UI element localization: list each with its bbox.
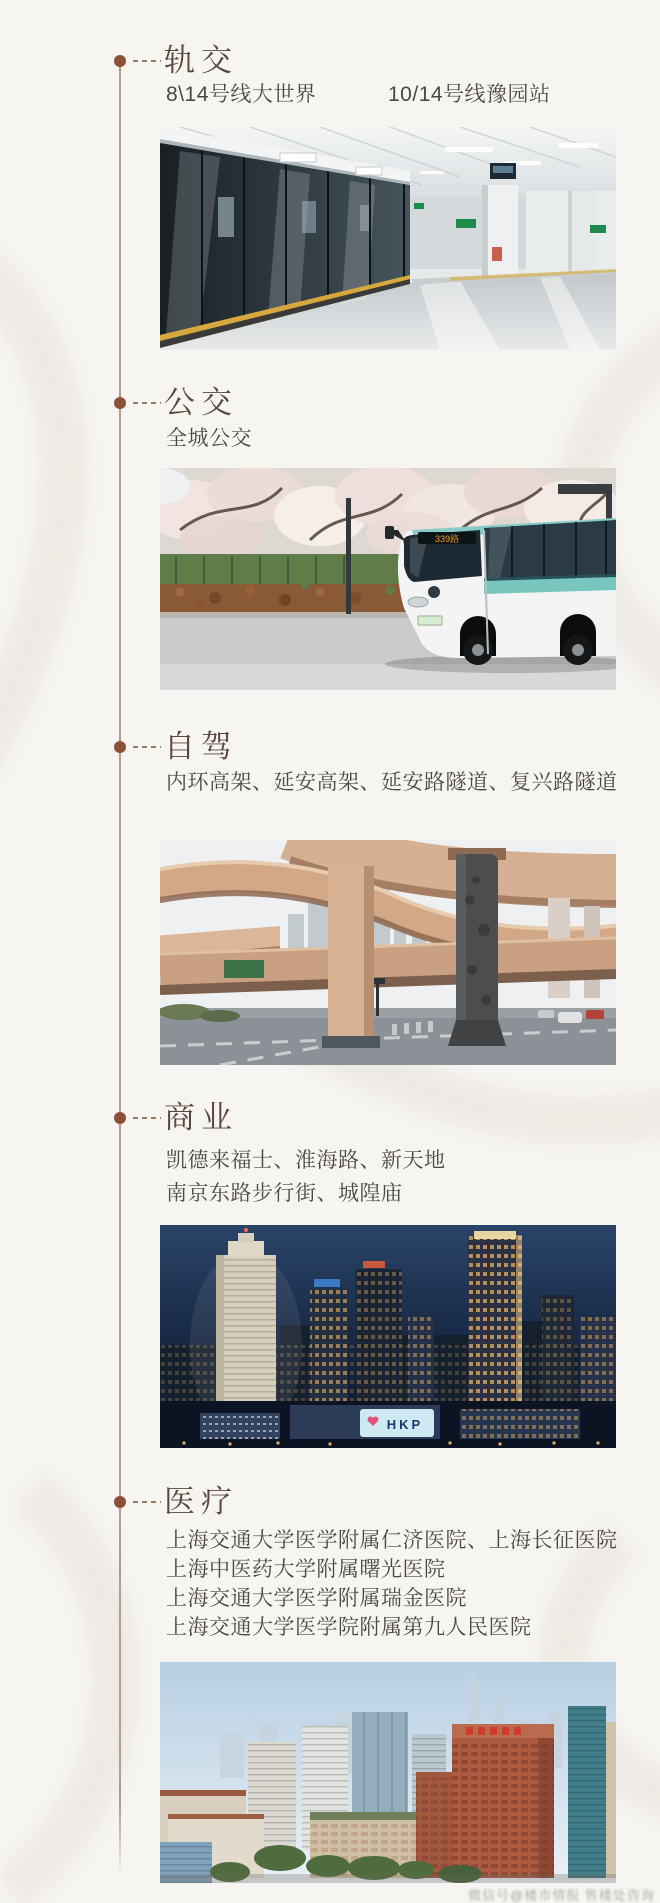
city-bus-photo[interactable]	[160, 468, 616, 690]
timeline-bullet-medical	[114, 1496, 126, 1508]
section-detail-business	[166, 1144, 446, 1210]
timeline-dash-medical	[133, 1501, 161, 1503]
section-title-business: 商业	[164, 1100, 238, 1135]
subway-photo-illustration	[160, 127, 616, 350]
section-title-bus: 公交	[164, 385, 238, 420]
watermark-text: 微信号@楼市情报 售楼处咨询	[468, 1888, 655, 1903]
section-detail-drive: 内环高架、延安高架、延安路隧道、复兴路隧道	[166, 771, 618, 794]
highway-photo[interactable]	[160, 840, 616, 1065]
timeline-line	[119, 61, 121, 1877]
timeline-dash-business	[133, 1117, 161, 1119]
section-title-rail: 轨交	[164, 43, 238, 78]
timeline-bullet-bus	[114, 397, 126, 409]
timeline-dash-bus	[133, 402, 161, 404]
section-detail-medical	[166, 1526, 618, 1642]
timeline-dash-drive	[133, 746, 161, 748]
timeline-dash-rail	[133, 60, 161, 62]
section-title-drive: 自驾	[164, 729, 238, 764]
bus-photo-illustration	[160, 468, 616, 690]
section-detail-bus: 全城公交	[166, 427, 252, 450]
timeline-bullet-business	[114, 1112, 126, 1124]
hospital-line-3: 上海交通大学医学附属瑞金医院	[166, 1587, 467, 1610]
night-city-photo[interactable]	[160, 1225, 616, 1448]
hospital-city-illustration	[160, 1662, 616, 1883]
rail-station-1: 8\14号线大世界	[166, 83, 317, 106]
hospital-city-photo[interactable]	[160, 1662, 616, 1883]
section-title-medical: 医疗	[164, 1484, 238, 1519]
hospital-line-2: 上海中医药大学附属曙光医院	[166, 1558, 446, 1581]
rail-station-2: 10/14号线豫园站	[388, 83, 551, 106]
business-line-1: 凯德来福士、淮海路、新天地	[166, 1149, 446, 1172]
timeline-bullet-drive	[114, 741, 126, 753]
hospital-line-4: 上海交通大学医学院附属第九人民医院	[166, 1616, 532, 1639]
night-city-illustration	[160, 1225, 616, 1448]
business-line-2: 南京东路步行街、城隍庙	[166, 1182, 403, 1205]
section-detail-rail	[166, 80, 626, 109]
bus-route-led: 339路	[434, 534, 460, 544]
timeline-bullet-rail	[114, 55, 126, 67]
hospital-line-1: 上海交通大学医学附属仁济医院、上海长征医院	[166, 1529, 618, 1552]
highway-photo-illustration	[160, 840, 616, 1065]
hkp-sign-text: HKP	[386, 1417, 424, 1432]
subway-station-photo[interactable]	[160, 127, 616, 350]
